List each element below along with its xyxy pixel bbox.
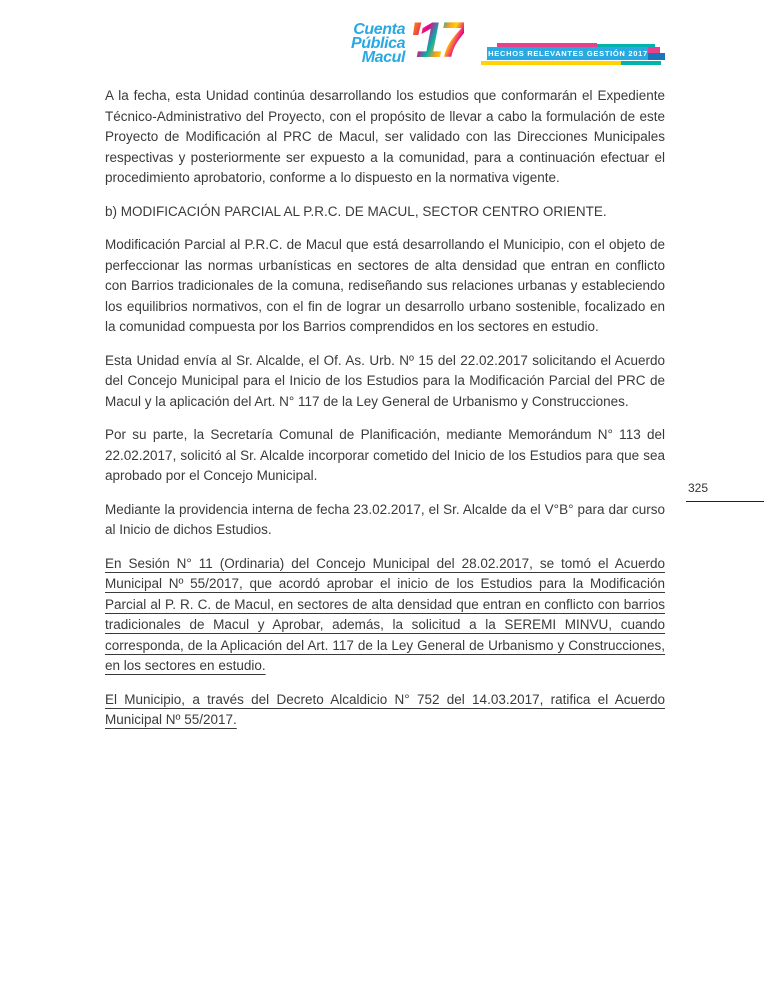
logo-year-17: '17 (408, 12, 464, 68)
body-paragraph: Mediante la providencia interna de fecha 23.02.2017, el Sr. Alcalde da el V°B° para dar curso al Inicio de dichos Estudios. (105, 501, 665, 537)
page-number: 325 (688, 481, 709, 495)
banner-stripe-bottom-teal (621, 61, 661, 65)
logo-wordmark-line3: Macul (361, 49, 406, 66)
banner-bar (487, 47, 649, 60)
body-paragraph: Modificación Parcial al P.R.C. de Macul que está desarrollando el Municipio, con el objeto de perfeccionar las normas urbanísticas en sectores de alta densidad que entran en conflicto con Barrios tradicionales de la comuna, rediseñando sus relaciones urbanas y estableciendo los equilibrios normativos, con el fin de lograr un desarrollo urbano sostenible, focalizado en la comunidad compuesta por los Barrios comprendidos en los sectores en estudio. (105, 237, 665, 334)
banner-tip-dark-blue (648, 53, 665, 60)
document-text-block (105, 86, 665, 744)
logo-wordmark (351, 20, 405, 65)
body-paragraph: Esta Unidad envía al Sr. Alcalde, el Of. As. Urb. Nº 15 del 22.02.2017 solicitando el Acuerdo del Concejo Municipal para el Inicio de los Estudios para la Modificación Parcial del PRC de Macul y la aplicación del Art. N° 117 de la Ley General de Urbanismo y Construcciones. (105, 352, 665, 409)
logo-wordmark-line1: Cuenta (353, 21, 406, 38)
body-paragraph: A la fecha, esta Unidad continúa desarrollando los estudios que conformarán el Expediente Técnico-Administrativo del Proyecto, con el propósito de llevar a cabo la formulación de este Proyecto de Modificación al PRC de Macul, ser validado con las Direcciones Municipales respectivas y posteriormente ser expuesto a la comunidad, para a continuación efectuar el procedimiento aprobatorio, conforme a lo dispuesto en la normativa vigente. (105, 88, 665, 185)
banner-stripe-bottom-yellow (481, 61, 621, 65)
page-number-rule (686, 501, 764, 502)
section-heading-b: b) MODIFICACIÓN PARCIAL AL P.R.C. DE MACUL, SECTOR CENTRO ORIENTE. (105, 203, 607, 219)
banner-text: HECHOS RELEVANTES GESTIÓN 2017 (488, 49, 648, 58)
logo-wordmark-line2: Pública (351, 35, 406, 52)
relevant-facts-banner (481, 42, 665, 68)
underlined-paragraph: El Municipio, a través del Decreto Alcaldicio N° 752 del 14.03.2017, ratifica el Acuerdo Municipal Nº 55/2017. (105, 691, 665, 727)
body-paragraph: Por su parte, la Secretaría Comunal de Planificación, mediante Memorándum N° 113 del 22.02.2017, solicitó al Sr. Alcalde incorporar cometido del Inicio de los Estudios para que sea aprobado por el Concejo Municipal. (105, 427, 665, 483)
underlined-paragraph: En Sesión N° 11 (Ordinaria) del Concejo Municipal del 28.02.2017, se tomó el Acuerdo Municipal Nº 55/2017, que acordó aprobar el inicio de los Estudios para la Modificación Parcial al P. R. C. de Macul, en sectores de alta densidad que entran en conflicto con barrios tradicionales de Macul y Aprobar, además, la solicitud a la SEREMI MINVU, cuando corresponda, de la Aplicación del Art. 117 de la Ley General de Urbanismo y Construcciones, en los sectores en estudio. (105, 555, 665, 673)
macul-cuenta-publica-logo (351, 12, 464, 68)
